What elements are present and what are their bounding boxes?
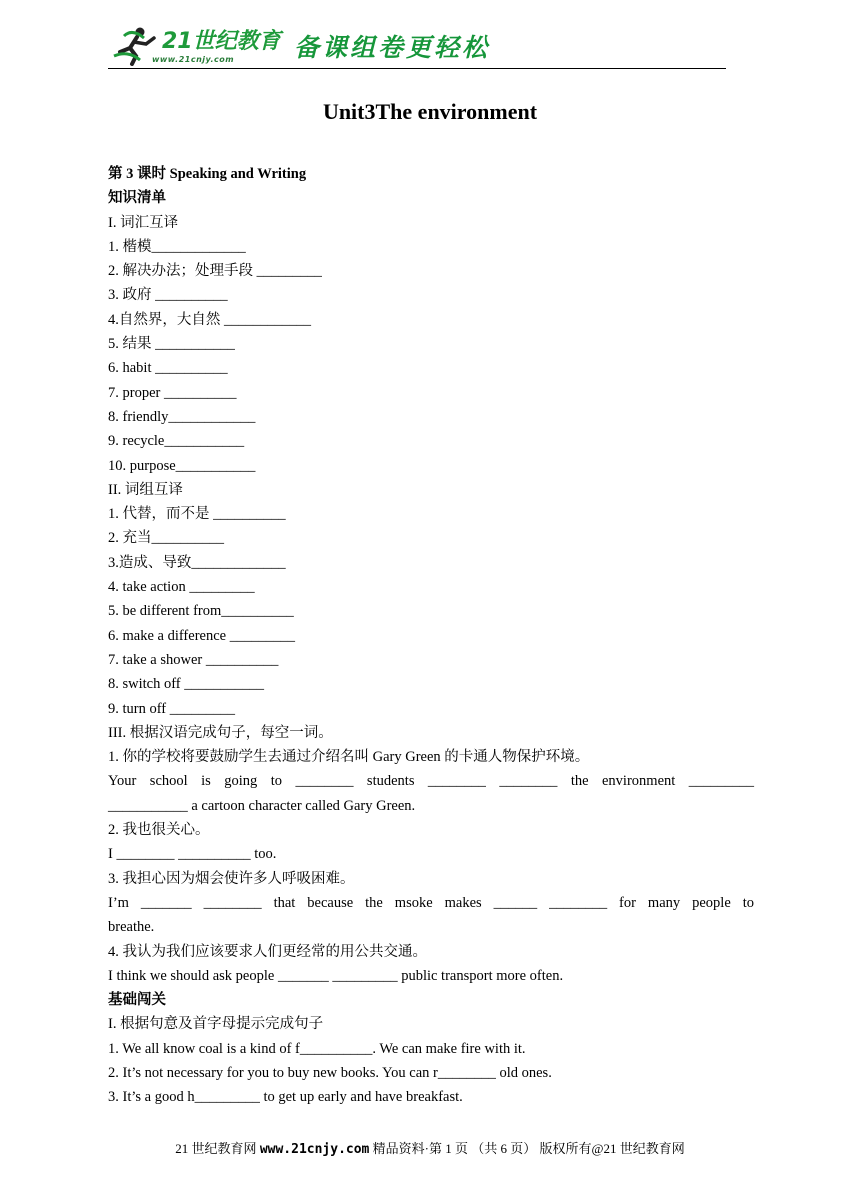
document-title: Unit3The environment (322, 99, 538, 124)
text-line: 1. 代替，而不是 __________ (108, 506, 286, 523)
header-divider (108, 68, 726, 69)
page-footer (0, 1138, 860, 1157)
text-line: III. 根据汉语完成句子，每空一词。 (108, 724, 333, 741)
text-line: 2. 解决办法；处理手段 _________ (108, 263, 322, 280)
text-line: 2. 充当__________ (108, 530, 224, 547)
page-header (108, 18, 726, 72)
text-line: 2. It’s not necessary for you to buy new books. You can r________ old ones. (108, 1064, 552, 1081)
logo-url: www.21cnjy.com (152, 55, 235, 64)
text-line: 5. be different from__________ (108, 603, 294, 620)
text-line: 7. proper __________ (108, 384, 237, 401)
text-line: 3. It’s a good h_________ to get up early and have breakfast. (108, 1089, 463, 1106)
slogan: 备课组卷更轻松 (294, 33, 491, 62)
text-line: I. 根据句意及首字母提示完成句子 (108, 1016, 324, 1033)
text-line: 2. 我也很关心。 (108, 822, 210, 839)
text-line: 1. 你的学校将要鼓励学生去通过介绍名叫 Gary Green 的卡通人物保护环境。 (108, 749, 590, 766)
text-line: 1. We all know coal is a kind of f__________. We can make fire with it. (108, 1040, 526, 1057)
text-line: 3. 我担心因为烟会使许多人呼吸困难。 (108, 870, 355, 887)
text-line: 7. take a shower __________ (108, 651, 279, 668)
text-line: 4.自然界，大自然 ____________ (108, 311, 311, 328)
text-line: 10. purpose___________ (108, 457, 256, 474)
text-line: 8. switch off ___________ (108, 676, 265, 693)
text-line: 9. turn off _________ (108, 700, 236, 717)
document-body (108, 162, 754, 1110)
text-line: 第 3 课时 Speaking and Writing (108, 166, 307, 182)
footer-site-link[interactable]: www.21cnjy.com (259, 1142, 370, 1157)
text-line: 6. make a difference _________ (108, 627, 295, 644)
text-line: breathe. (108, 919, 155, 936)
footer-prefix: 21 世纪教育网 (175, 1141, 260, 1156)
text-line: I. 词汇互译 (108, 214, 179, 231)
text-line: 6. habit __________ (108, 360, 228, 377)
text-line: 基础闯关 (108, 992, 166, 1009)
text-line: 4. 我认为我们应该要求人们更经常的用公共交通。 (108, 943, 427, 960)
text-line: 知识清单 (108, 190, 166, 207)
text-line: 8. friendly____________ (108, 408, 256, 425)
text-line: 4. take action _________ (108, 579, 255, 596)
text-line: 5. 结果 ___________ (108, 336, 235, 353)
text-line: II. 词组互译 (108, 481, 183, 498)
text-line: I’m _______ ________ that because the msoke makes ______ ________ for many people to (108, 894, 754, 911)
text-line: ___________ a cartoon character called Gary Green. (108, 797, 416, 814)
logo (108, 22, 283, 68)
footer-suffix: 精品资料·第 1 页 （共 6 页） 版权所有@21 世纪教育网 (369, 1141, 685, 1156)
logo-name: 21世纪教育 (162, 29, 281, 54)
text-line: Your school is going to ________ students ________ ________ the environment _________ (108, 773, 754, 790)
text-line: I ________ __________ too. (108, 846, 277, 863)
text-line: I think we should ask people _______ _________ public transport more often. (108, 967, 564, 984)
text-line: 3.造成、导致_____________ (108, 554, 286, 571)
text-line: 9. recycle___________ (108, 433, 245, 450)
text-line: 3. 政府 __________ (108, 287, 228, 304)
text-line: 1. 楷模_____________ (108, 238, 246, 255)
